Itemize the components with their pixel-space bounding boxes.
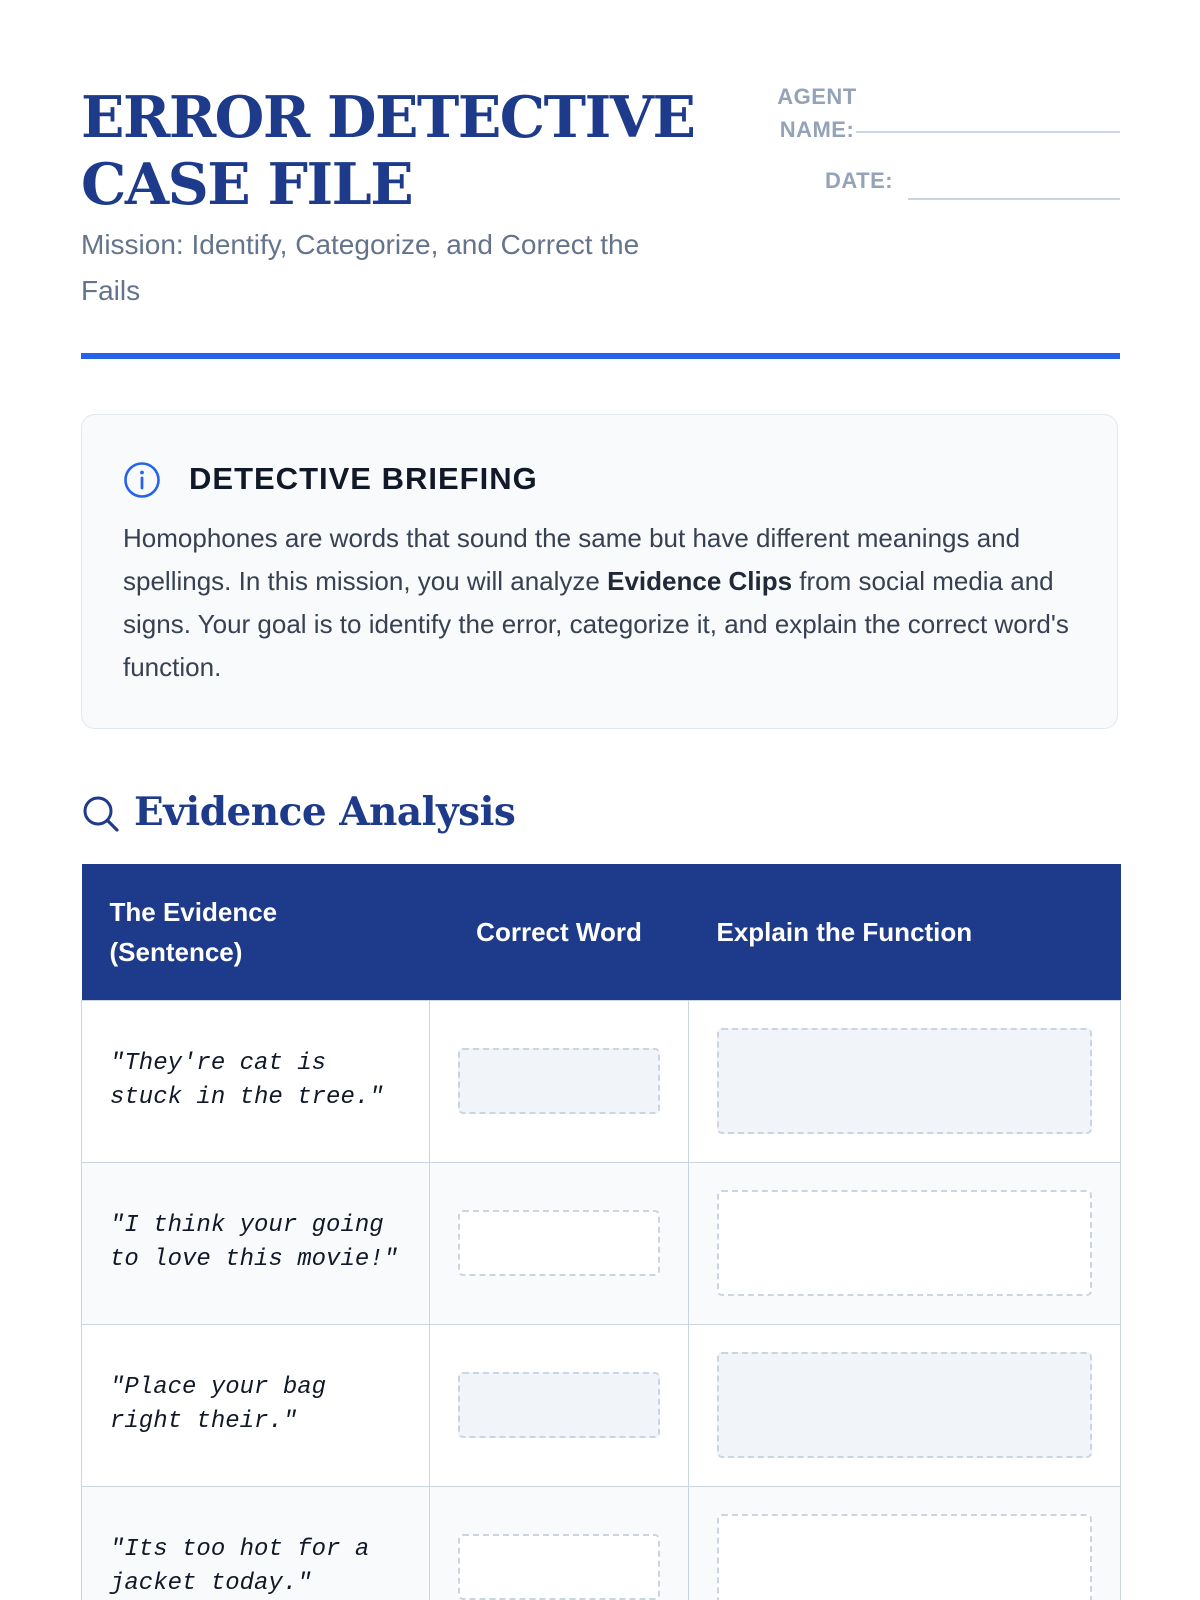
explain-cell <box>689 1162 1121 1324</box>
agent-name-label: AGENT NAME: <box>777 84 857 142</box>
evidence-cell <box>82 1324 430 1486</box>
date-label: DATE: <box>825 168 894 193</box>
correct-word-cell <box>430 1000 689 1162</box>
column-header-correct-word: Correct Word <box>430 864 689 1000</box>
explain-cell <box>689 1000 1121 1162</box>
table-row <box>82 1000 1121 1162</box>
correct-word-input[interactable] <box>458 1210 660 1276</box>
evidence-cell <box>82 1000 430 1162</box>
correct-word-input[interactable] <box>458 1534 660 1600</box>
table-header-row <box>82 864 1121 1000</box>
header-divider <box>81 353 1120 359</box>
briefing-card <box>81 414 1118 729</box>
worksheet-page <box>81 0 1120 1597</box>
evidence-sentence: "I think your going to love this movie!" <box>110 1212 399 1273</box>
header <box>81 0 1120 360</box>
evidence-cell <box>82 1162 430 1324</box>
explain-input[interactable] <box>717 1190 1092 1296</box>
date-field[interactable] <box>908 198 1120 200</box>
explain-input[interactable] <box>717 1514 1092 1600</box>
correct-word-input[interactable] <box>458 1372 660 1438</box>
search-icon <box>81 794 121 834</box>
briefing-text-bold: Evidence Clips <box>607 566 793 596</box>
briefing-text <box>123 517 1083 689</box>
evidence-table <box>81 864 1121 1600</box>
explain-cell <box>689 1486 1121 1600</box>
column-header-evidence: The Evidence (Sentence) <box>82 864 430 1000</box>
table-row <box>82 1324 1121 1486</box>
column-header-explain: Explain the Function <box>689 864 1121 1000</box>
table-row <box>82 1486 1121 1600</box>
explain-input[interactable] <box>717 1352 1092 1458</box>
explain-cell <box>689 1324 1121 1486</box>
section-title: Evidence Analysis <box>134 789 516 835</box>
evidence-sentence: "They're cat is stuck in the tree." <box>110 1050 384 1111</box>
info-icon <box>123 461 161 499</box>
page-subtitle: Mission: Identify, Categorize, and Correct the Fails <box>81 229 640 306</box>
correct-word-input[interactable] <box>458 1048 660 1114</box>
evidence-sentence: "Its too hot for a jacket today." <box>110 1536 370 1597</box>
briefing-text-end: from social media and signs. Your goal is to identify the error, categorize it, and explain the correct word's function. <box>123 566 1069 682</box>
correct-word-cell <box>430 1162 689 1324</box>
correct-word-cell <box>430 1486 689 1600</box>
table-row <box>82 1162 1121 1324</box>
explain-input[interactable] <box>717 1028 1092 1134</box>
agent-name-field[interactable] <box>856 131 1120 133</box>
correct-word-cell <box>430 1324 689 1486</box>
briefing-title: DETECTIVE BRIEFING <box>189 461 538 496</box>
page-title: ERROR DETECTIVE CASE FILE <box>81 84 695 218</box>
briefing-text-start: Homophones are words that sound the same but have different meanings and spellings. In this mission, you will analyze <box>123 523 1021 596</box>
evidence-sentence: "Place your bag right their." <box>110 1374 327 1435</box>
evidence-cell <box>82 1486 430 1600</box>
